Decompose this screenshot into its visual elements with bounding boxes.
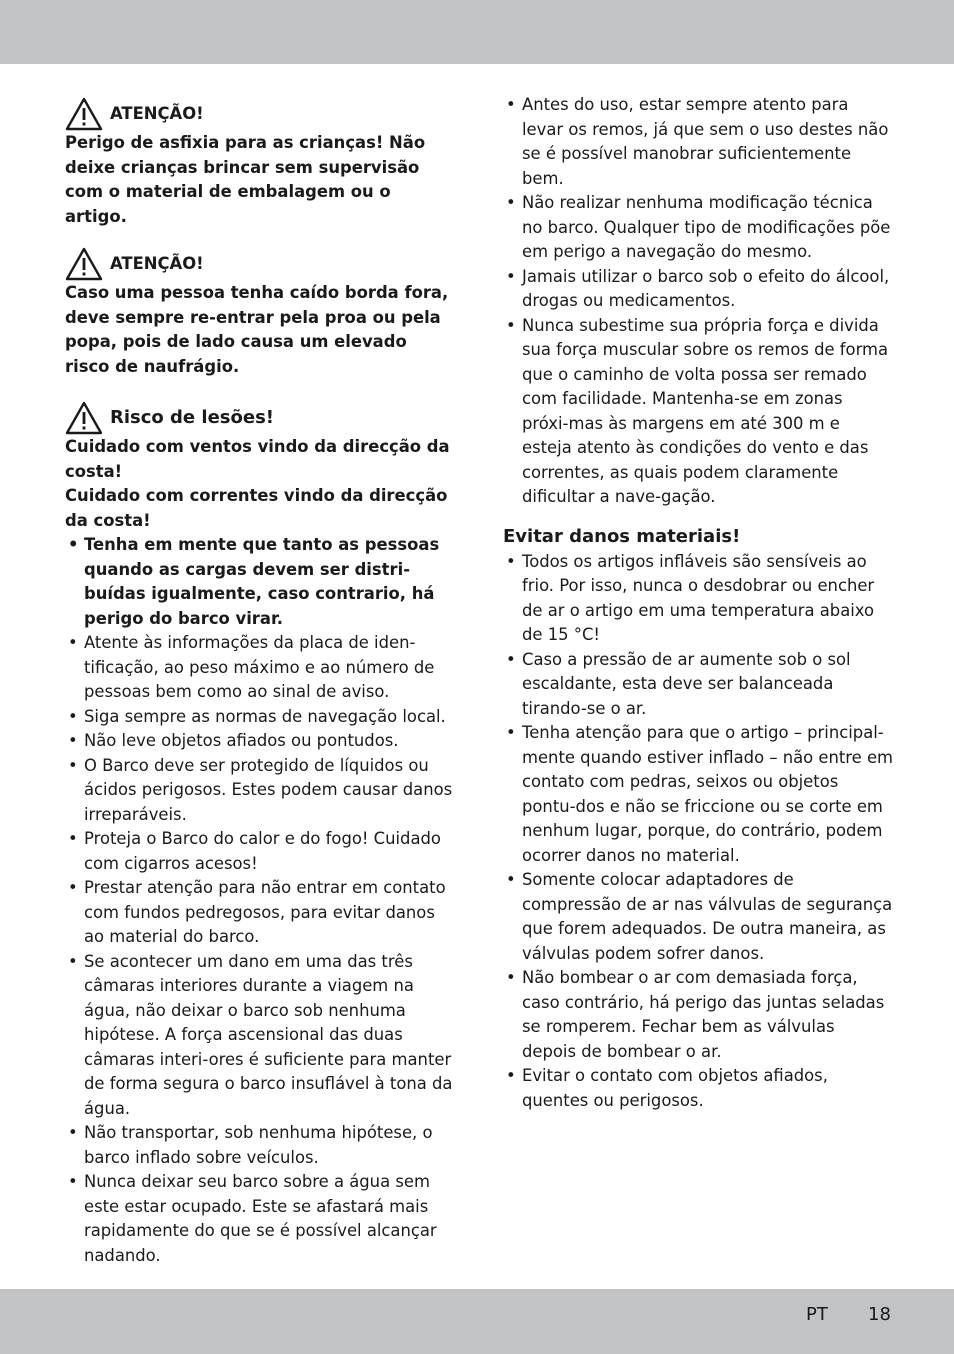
list-item: • Antes do uso, estar sempre atento para levar os remos, já que sem o uso destes não se é possível manobrar suficientemente bem. bbox=[503, 93, 893, 191]
left-column bbox=[65, 97, 455, 1268]
risk-current-line: Cuidado com correntes vindo da direcção da costa! bbox=[65, 486, 448, 530]
warning-triangle-icon bbox=[65, 97, 103, 131]
header-band bbox=[0, 0, 954, 64]
warning-triangle-icon bbox=[65, 401, 103, 435]
warning-triangle-icon bbox=[65, 247, 103, 281]
warning-heading-asphyxia bbox=[65, 97, 455, 131]
list-item: • Nunca deixar seu barco sobre a água sem este estar ocupado. Este se afastará mais rapidamente do que se é possível alcançar nadando. bbox=[65, 1170, 455, 1268]
footer-language: PT bbox=[806, 1304, 828, 1325]
list-item: • Tenha em mente que tanto as pessoas quando as cargas devem ser distri-buídas igualmente, caso contrario, há perigo do barco virar. bbox=[65, 533, 455, 631]
warning-text-asphyxia: Perigo de asfixia para as crianças! Não deixe crianças brincar sem supervisão com o material de embalagem ou o artigo. bbox=[65, 133, 426, 226]
list-item: • Atente às informações da placa de iden-tificação, ao peso máximo e ao número de pessoas bem como ao sinal de aviso. bbox=[65, 631, 455, 705]
list-item: • Todos os artigos infláveis são sensíveis ao frio. Por isso, nunca o desdobrar ou encher de ar o artigo em uma temperatura abaixo de 15 °C! bbox=[503, 550, 893, 648]
damage-list bbox=[503, 550, 893, 1114]
list-item: • Tenha atenção para que o artigo – principal-mente quando estiver inflado – não entre em contato com pedras, seixos ou objetos pontu-dos e não se friccione ou se corte em nenhum lugar, porque, do contrário, podem ocorrer danos no material. bbox=[503, 721, 893, 868]
safety-list bbox=[503, 93, 893, 510]
list-item: • Não bombear o ar com demasiada força, caso contrário, há perigo das juntas seladas se romperem. Fechar bem as válvulas depois de bombear o ar. bbox=[503, 966, 893, 1064]
risk-wind-line: Cuidado com ventos vindo da direcção da costa! bbox=[65, 437, 450, 481]
warning-title: ATENÇÃO! bbox=[110, 103, 204, 123]
list-item: • Não leve objetos afiados ou pontudos. bbox=[65, 729, 455, 754]
list-item: • Evitar o contato com objetos afiados, quentes ou perigosos. bbox=[503, 1064, 893, 1113]
risk-title: Risco de lesões! bbox=[110, 406, 274, 428]
damage-section-title: Evitar danos materiais! bbox=[503, 525, 741, 547]
warning-title: ATENÇÃO! bbox=[110, 253, 204, 273]
risk-list bbox=[65, 533, 455, 1268]
warning-text-overboard: Caso uma pessoa tenha caído borda fora, deve sempre re-entrar pela proa ou pela popa, pois de lado causa um elevado risco de naufrágio. bbox=[65, 283, 449, 376]
list-item: • Jamais utilizar o barco sob o efeito do álcool, drogas ou medicamentos. bbox=[503, 265, 893, 314]
page-number: 18 bbox=[868, 1304, 891, 1325]
list-item: • O Barco deve ser protegido de líquidos ou ácidos perigosos. Estes podem causar danos irreparáveis. bbox=[65, 754, 455, 828]
list-item: • Nunca subestime sua própria força e divida sua força muscular sobre os remos de forma que o caminho de volta possa ser remado com facilidade. Mantenha-se em zonas próxi-mas às margens em até 300 m e esteja atento às condições do vento e das correntes, as quais podem claramente dificultar a nave-gação. bbox=[503, 314, 893, 510]
warning-heading-overboard bbox=[65, 247, 455, 281]
right-column bbox=[503, 93, 893, 1113]
list-item: • Somente colocar adaptadores de compressão de ar nas válvulas de segurança que forem adequados. De outra maneira, as válvulas podem sofrer danos. bbox=[503, 868, 893, 966]
list-item: • Caso a pressão de ar aumente sob o sol escaldante, esta deve ser balanceada tirando-se o ar. bbox=[503, 648, 893, 722]
list-item: • Não transportar, sob nenhuma hipótese, o barco inflado sobre veículos. bbox=[65, 1121, 455, 1170]
list-item: • Prestar atenção para não entrar em contato com fundos pedregosos, para evitar danos ao material do barco. bbox=[65, 876, 455, 950]
risk-heading bbox=[65, 401, 455, 435]
list-item: • Se acontecer um dano em uma das três câmaras interiores durante a viagem na água, não deixar o barco sob nenhuma hipótese. A força ascensional das duas câmaras interi-ores é suficiente para manter de forma segura o barco insuflável à tona da água. bbox=[65, 950, 455, 1122]
list-item: • Não realizar nenhuma modificação técnica no barco. Qualquer tipo de modificações põe em perigo a navegação do mesmo. bbox=[503, 191, 893, 265]
list-item: • Proteja o Barco do calor e do fogo! Cuidado com cigarros acesos! bbox=[65, 827, 455, 876]
list-item: • Siga sempre as normas de navegação local. bbox=[65, 705, 455, 730]
